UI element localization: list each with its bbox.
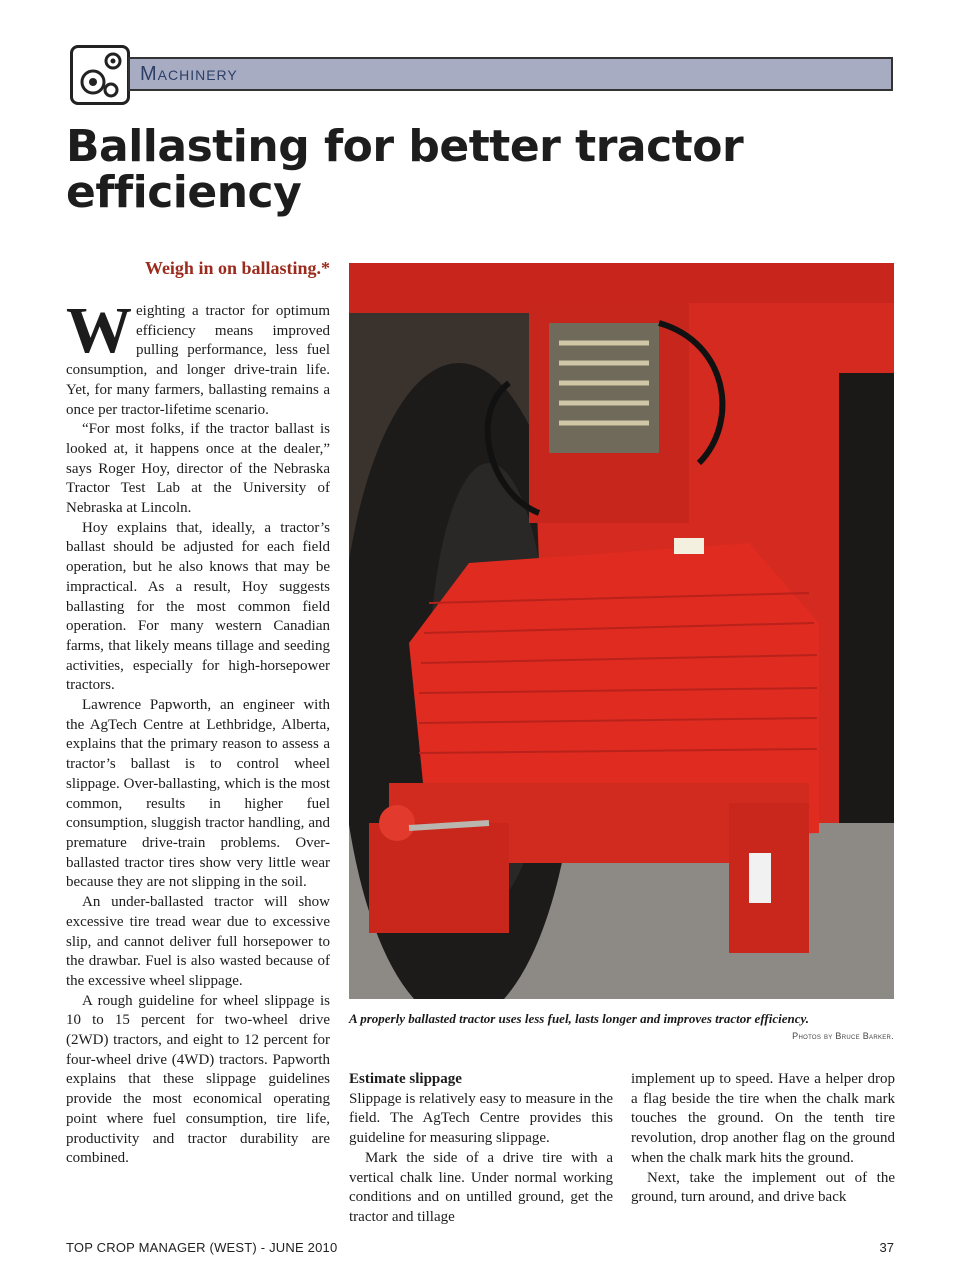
- photo-caption: A properly ballasted tractor uses less fuel, lasts longer and improves tractor efficiency.: [349, 1011, 810, 1026]
- gears-icon: [70, 45, 130, 105]
- article-deck: Weigh in on ballasting.*: [144, 258, 330, 278]
- section-subhead: Estimate slippage: [349, 1071, 462, 1087]
- paragraph: Slippage is relatively easy to measure in the field. The AgTech Centre provides this guideline for measuring slippage.: [349, 1090, 613, 1147]
- paragraph: Hoy explains that, ideally, a tractor’s ballast should be adjusted for each field operation, but he also knows that may be impractical. As a result, Hoy suggests ballasting for the most common field operation. For many western Canadian farms, that likely means tillage and seeding activities, especially for high-horsepower tractors.: [66, 519, 330, 694]
- paragraph: An under-ballasted tractor will show excessive tire tread wear due to excessive slip, and cannot deliver full horsepower to the drawbar. Fuel is also wasted because of the excessive wheel slippage.: [66, 894, 330, 989]
- paragraph: Next, take the implement out of the ground, turn around, and drive back: [631, 1169, 895, 1206]
- paragraph-text: eighting a tractor for optimum efficiency means improved pulling performance, less fuel consumption, and longer drive-train life. Yet, for many farmers, ballasting remains a once per tractor-lifetime scenario.: [66, 303, 330, 418]
- paragraph: [66, 294, 330, 420]
- drop-cap: W: [66, 294, 132, 367]
- article-column-1: [66, 294, 330, 1169]
- tractor-photo: [349, 263, 894, 999]
- paragraph: A rough guideline for wheel slippage is 10 to 15 percent for two-wheel drive (2WD) tractors, and eight to 12 percent for four-wheel drive (4WD) tractors. Papworth explains that these slippage guidelines provide the most economical operating point where fuel consumption, tire life, productivity and tractor durability are combined.: [66, 992, 330, 1167]
- page-number: 37: [879, 1240, 894, 1255]
- article-column-2: [349, 1070, 613, 1228]
- paragraph: Mark the side of a drive tire with a vertical chalk line. Under normal working conditions and on untilled ground, get the tractor and tillage: [349, 1149, 613, 1225]
- section-header: [128, 57, 893, 91]
- article-title: Ballasting for better tractor efficiency: [66, 121, 744, 218]
- article-column-3: [631, 1070, 895, 1208]
- paragraph: implement up to speed. Have a helper drop a flag beside the tire when the chalk mark touches the ground. On the tenth tire revolution, drop another flag on the ground when the chalk mark hits the ground.: [631, 1071, 895, 1166]
- photo-credit: Photos by Bruce Barker.: [792, 1031, 894, 1041]
- paragraph: Lawrence Papworth, an engineer with the AgTech Centre at Lethbridge, Alberta, explains that the primary reason to assess a tractor’s ballast is to control wheel slippage. Over-ballasting, which is the most common, results in higher fuel consumption, sluggish tractor handling, and premature drive-train problems. Over-ballasted tractor tires show very little wear because they are not slipping in the soil.: [66, 697, 330, 891]
- paragraph: “For most folks, if the tractor ballast is looked at, it happens once at the dealer,” says Roger Hoy, director of the Nebraska Tractor Test Lab at the University of Nebraska at Lincoln.: [66, 421, 330, 517]
- section-label: Machinery: [140, 63, 238, 85]
- publication-footer: TOP CROP MANAGER (WEST) - JUNE 2010: [66, 1240, 338, 1255]
